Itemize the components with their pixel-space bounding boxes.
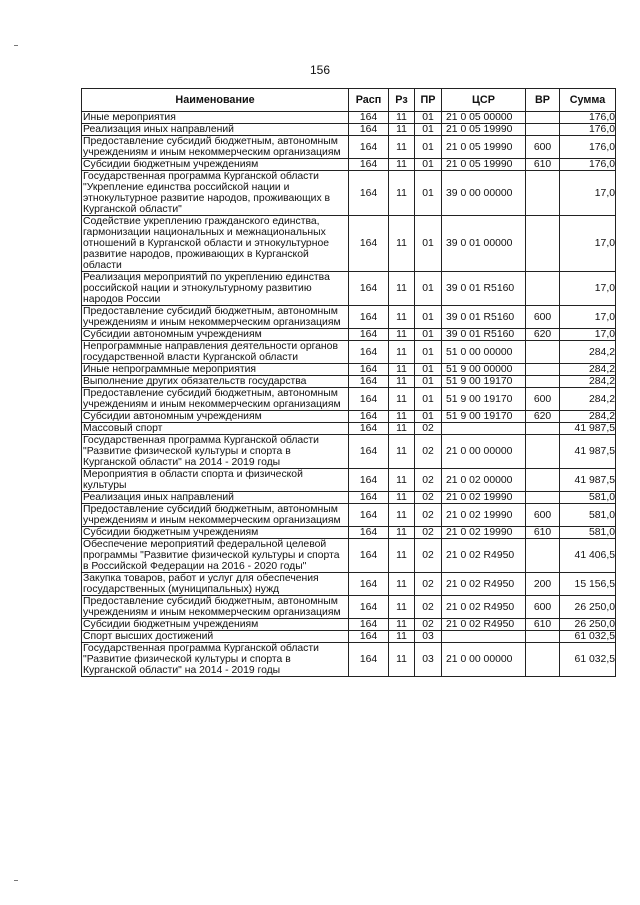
row-rasp: 164 (349, 573, 389, 596)
row-csr: 39 0 01 00000 (442, 216, 526, 272)
row-rz: 11 (389, 364, 415, 376)
row-name: Субсидии бюджетным учреждениям (82, 159, 349, 171)
row-vr: 610 (526, 159, 560, 171)
row-pr: 02 (415, 423, 442, 435)
row-rasp: 164 (349, 124, 389, 136)
row-rz: 11 (389, 596, 415, 619)
budget-table (81, 88, 616, 677)
row-rz: 11 (389, 504, 415, 527)
table-row (82, 272, 616, 306)
table-row (82, 171, 616, 216)
row-sum: 176,0 (560, 136, 616, 159)
table-row (82, 596, 616, 619)
table-row (82, 504, 616, 527)
row-name: Предоставление субсидий бюджетным, автономным учреждениям и иным некоммерческим организациям (82, 306, 349, 329)
row-name: Непрограммные направления деятельности органов государственной власти Курганской области (82, 341, 349, 364)
row-vr (526, 112, 560, 124)
row-rasp: 164 (349, 376, 389, 388)
row-vr: 610 (526, 619, 560, 631)
row-name: Мероприятия в области спорта и физической культуры (82, 469, 349, 492)
row-pr: 02 (415, 596, 442, 619)
row-csr: 21 0 02 19990 (442, 504, 526, 527)
row-vr (526, 423, 560, 435)
row-csr: 21 0 02 R4950 (442, 573, 526, 596)
row-sum: 581,0 (560, 492, 616, 504)
row-rasp: 164 (349, 596, 389, 619)
row-name: Содействие укреплению гражданского единства, гармонизации национальных и межнациональных отношений в Курганской области и этнокультурное развитие народов, проживающих в Курганской области (82, 216, 349, 272)
row-rz: 11 (389, 492, 415, 504)
row-rasp: 164 (349, 435, 389, 469)
row-sum: 284,2 (560, 364, 616, 376)
row-rz: 11 (389, 423, 415, 435)
row-rz: 11 (389, 329, 415, 341)
row-name: Реализация иных направлений (82, 492, 349, 504)
row-csr: 39 0 00 00000 (442, 171, 526, 216)
row-pr: 02 (415, 573, 442, 596)
row-vr (526, 272, 560, 306)
header-csr: ЦСР (442, 89, 526, 112)
row-csr: 21 0 02 R4950 (442, 539, 526, 573)
row-rasp: 164 (349, 159, 389, 171)
row-rasp: 164 (349, 306, 389, 329)
table-row (82, 329, 616, 341)
row-csr: 21 0 02 R4950 (442, 619, 526, 631)
table-body (82, 112, 616, 677)
row-rasp: 164 (349, 136, 389, 159)
row-pr: 01 (415, 171, 442, 216)
table-row (82, 341, 616, 364)
row-rasp: 164 (349, 272, 389, 306)
row-vr (526, 643, 560, 677)
row-sum: 284,2 (560, 376, 616, 388)
row-sum: 17,0 (560, 171, 616, 216)
row-name: Субсидии автономным учреждениям (82, 411, 349, 423)
row-csr: 21 0 05 19990 (442, 159, 526, 171)
row-name: Иные непрограммные мероприятия (82, 364, 349, 376)
row-rasp: 164 (349, 364, 389, 376)
row-pr: 01 (415, 216, 442, 272)
row-vr (526, 341, 560, 364)
row-name: Предоставление субсидий бюджетным, автономным учреждениям и иным некоммерческим организациям (82, 504, 349, 527)
row-sum: 41 987,5 (560, 435, 616, 469)
row-sum: 17,0 (560, 306, 616, 329)
row-csr: 21 0 02 00000 (442, 469, 526, 492)
row-vr: 610 (526, 527, 560, 539)
row-vr: 200 (526, 573, 560, 596)
row-csr: 21 0 05 19990 (442, 124, 526, 136)
row-pr: 01 (415, 388, 442, 411)
table-row (82, 388, 616, 411)
row-pr: 03 (415, 631, 442, 643)
row-pr: 02 (415, 492, 442, 504)
row-rasp: 164 (349, 619, 389, 631)
row-rz: 11 (389, 469, 415, 492)
row-vr: 600 (526, 306, 560, 329)
row-sum: 581,0 (560, 527, 616, 539)
row-sum: 41 987,5 (560, 423, 616, 435)
row-csr: 39 0 01 R5160 (442, 306, 526, 329)
header-pr: ПР (415, 89, 442, 112)
row-sum: 41 987,5 (560, 469, 616, 492)
row-csr (442, 423, 526, 435)
row-pr: 01 (415, 364, 442, 376)
row-rz: 11 (389, 643, 415, 677)
row-sum: 284,2 (560, 341, 616, 364)
table-row (82, 159, 616, 171)
header-sum: Сумма (560, 89, 616, 112)
row-csr: 21 0 05 00000 (442, 112, 526, 124)
table-row (82, 573, 616, 596)
header-name: Наименование (82, 89, 349, 112)
row-csr: 21 0 00 00000 (442, 643, 526, 677)
row-rz: 11 (389, 124, 415, 136)
row-sum: 17,0 (560, 272, 616, 306)
row-sum: 61 032,5 (560, 643, 616, 677)
row-vr (526, 376, 560, 388)
row-name: Предоставление субсидий бюджетным, автономным учреждениям и иным некоммерческим организациям (82, 596, 349, 619)
row-pr: 01 (415, 159, 442, 171)
row-rz: 11 (389, 539, 415, 573)
row-pr: 01 (415, 136, 442, 159)
row-pr: 02 (415, 504, 442, 527)
row-vr: 600 (526, 136, 560, 159)
row-rz: 11 (389, 631, 415, 643)
row-sum: 176,0 (560, 124, 616, 136)
row-vr: 600 (526, 504, 560, 527)
row-vr: 620 (526, 329, 560, 341)
scan-edge-mark (14, 45, 18, 46)
row-name: Реализация иных направлений (82, 124, 349, 136)
row-vr (526, 631, 560, 643)
table-row (82, 619, 616, 631)
row-name: Государственная программа Курганской области "Укрепление единства российской нации и этнокультурное развитие народов, проживающих в Курганской области" (82, 171, 349, 216)
row-name: Выполнение других обязательств государства (82, 376, 349, 388)
row-sum: 61 032,5 (560, 631, 616, 643)
row-csr: 21 0 02 19990 (442, 492, 526, 504)
row-name: Закупка товаров, работ и услуг для обеспечения государственных (муниципальных) нужд (82, 573, 349, 596)
header-rz: Рз (389, 89, 415, 112)
table-row (82, 539, 616, 573)
row-rz: 11 (389, 376, 415, 388)
row-sum: 284,2 (560, 388, 616, 411)
row-name: Государственная программа Курганской области "Развитие физической культуры и спорта в Курганской области" на 2014 - 2019 годы (82, 643, 349, 677)
row-name: Государственная программа Курганской области "Развитие физической культуры и спорта в Курганской области" на 2014 - 2019 годы (82, 435, 349, 469)
row-rasp: 164 (349, 411, 389, 423)
row-csr: 21 0 02 19990 (442, 527, 526, 539)
row-sum: 17,0 (560, 216, 616, 272)
row-vr: 600 (526, 596, 560, 619)
row-rz: 11 (389, 527, 415, 539)
row-name: Массовый спорт (82, 423, 349, 435)
row-name: Обеспечение мероприятий федеральной целевой программы "Развитие физической культуры и спорта в Российской Федерации на 2016 - 2020 годы" (82, 539, 349, 573)
row-pr: 03 (415, 643, 442, 677)
table-header-row (82, 89, 616, 112)
row-rasp: 164 (349, 643, 389, 677)
row-csr: 39 0 01 R5160 (442, 272, 526, 306)
row-csr: 21 0 05 19990 (442, 136, 526, 159)
row-rasp: 164 (349, 492, 389, 504)
table-row (82, 112, 616, 124)
row-rasp: 164 (349, 539, 389, 573)
row-name: Предоставление субсидий бюджетным, автономным учреждениям и иным некоммерческим организациям (82, 136, 349, 159)
row-pr: 01 (415, 112, 442, 124)
row-rz: 11 (389, 159, 415, 171)
row-pr: 01 (415, 306, 442, 329)
table-row (82, 469, 616, 492)
row-vr (526, 539, 560, 573)
row-pr: 01 (415, 411, 442, 423)
row-name: Реализация мероприятий по укреплению единства российской нации и этнокультурному развитию народов России (82, 272, 349, 306)
row-pr: 01 (415, 272, 442, 306)
table-row (82, 376, 616, 388)
header-vr: ВР (526, 89, 560, 112)
page-number: 156 (309, 63, 331, 77)
row-rasp: 164 (349, 112, 389, 124)
row-rasp: 164 (349, 329, 389, 341)
row-vr (526, 171, 560, 216)
row-csr: 21 0 02 R4950 (442, 596, 526, 619)
row-csr: 51 9 00 19170 (442, 388, 526, 411)
row-rasp: 164 (349, 504, 389, 527)
header-rasp: Расп (349, 89, 389, 112)
row-sum: 176,0 (560, 159, 616, 171)
row-rz: 11 (389, 171, 415, 216)
row-vr (526, 492, 560, 504)
row-csr: 51 9 00 19170 (442, 411, 526, 423)
row-name: Иные мероприятия (82, 112, 349, 124)
table-row (82, 364, 616, 376)
row-pr: 01 (415, 376, 442, 388)
row-rasp: 164 (349, 216, 389, 272)
row-name: Субсидии бюджетным учреждениям (82, 527, 349, 539)
row-sum: 26 250,0 (560, 596, 616, 619)
row-csr (442, 631, 526, 643)
row-name: Субсидии бюджетным учреждениям (82, 619, 349, 631)
row-vr: 620 (526, 411, 560, 423)
row-sum: 26 250,0 (560, 619, 616, 631)
row-csr: 51 9 00 19170 (442, 376, 526, 388)
table-row (82, 423, 616, 435)
row-sum: 581,0 (560, 504, 616, 527)
row-vr (526, 364, 560, 376)
row-name: Спорт высших достижений (82, 631, 349, 643)
row-rz: 11 (389, 136, 415, 159)
row-rasp: 164 (349, 527, 389, 539)
row-pr: 01 (415, 124, 442, 136)
row-vr (526, 124, 560, 136)
row-rz: 11 (389, 435, 415, 469)
row-rz: 11 (389, 112, 415, 124)
row-vr (526, 435, 560, 469)
row-pr: 02 (415, 539, 442, 573)
row-csr: 51 9 00 00000 (442, 364, 526, 376)
row-rz: 11 (389, 272, 415, 306)
row-pr: 02 (415, 619, 442, 631)
row-rz: 11 (389, 411, 415, 423)
row-sum: 284,2 (560, 411, 616, 423)
table-row (82, 527, 616, 539)
row-vr (526, 216, 560, 272)
table-row (82, 216, 616, 272)
row-rasp: 164 (349, 469, 389, 492)
table-row (82, 631, 616, 643)
row-rasp: 164 (349, 388, 389, 411)
table-row (82, 492, 616, 504)
row-pr: 01 (415, 329, 442, 341)
row-rz: 11 (389, 619, 415, 631)
row-sum: 176,0 (560, 112, 616, 124)
row-rz: 11 (389, 306, 415, 329)
row-pr: 02 (415, 527, 442, 539)
table-row (82, 643, 616, 677)
row-rasp: 164 (349, 341, 389, 364)
table-row (82, 411, 616, 423)
table-row (82, 306, 616, 329)
row-name: Субсидии автономным учреждениям (82, 329, 349, 341)
row-rasp: 164 (349, 423, 389, 435)
table-row (82, 136, 616, 159)
row-csr: 21 0 00 00000 (442, 435, 526, 469)
row-vr: 600 (526, 388, 560, 411)
row-rasp: 164 (349, 171, 389, 216)
row-rz: 11 (389, 216, 415, 272)
row-rz: 11 (389, 573, 415, 596)
row-sum: 41 406,5 (560, 539, 616, 573)
row-pr: 01 (415, 341, 442, 364)
row-csr: 39 0 01 R5160 (442, 329, 526, 341)
row-rz: 11 (389, 341, 415, 364)
row-sum: 15 156,5 (560, 573, 616, 596)
row-sum: 17,0 (560, 329, 616, 341)
row-name: Предоставление субсидий бюджетным, автономным учреждениям и иным некоммерческим организациям (82, 388, 349, 411)
row-csr: 51 0 00 00000 (442, 341, 526, 364)
table-row (82, 435, 616, 469)
row-pr: 02 (415, 469, 442, 492)
row-rasp: 164 (349, 631, 389, 643)
table-row (82, 124, 616, 136)
row-rz: 11 (389, 388, 415, 411)
row-pr: 02 (415, 435, 442, 469)
scan-edge-mark (14, 880, 18, 881)
row-vr (526, 469, 560, 492)
